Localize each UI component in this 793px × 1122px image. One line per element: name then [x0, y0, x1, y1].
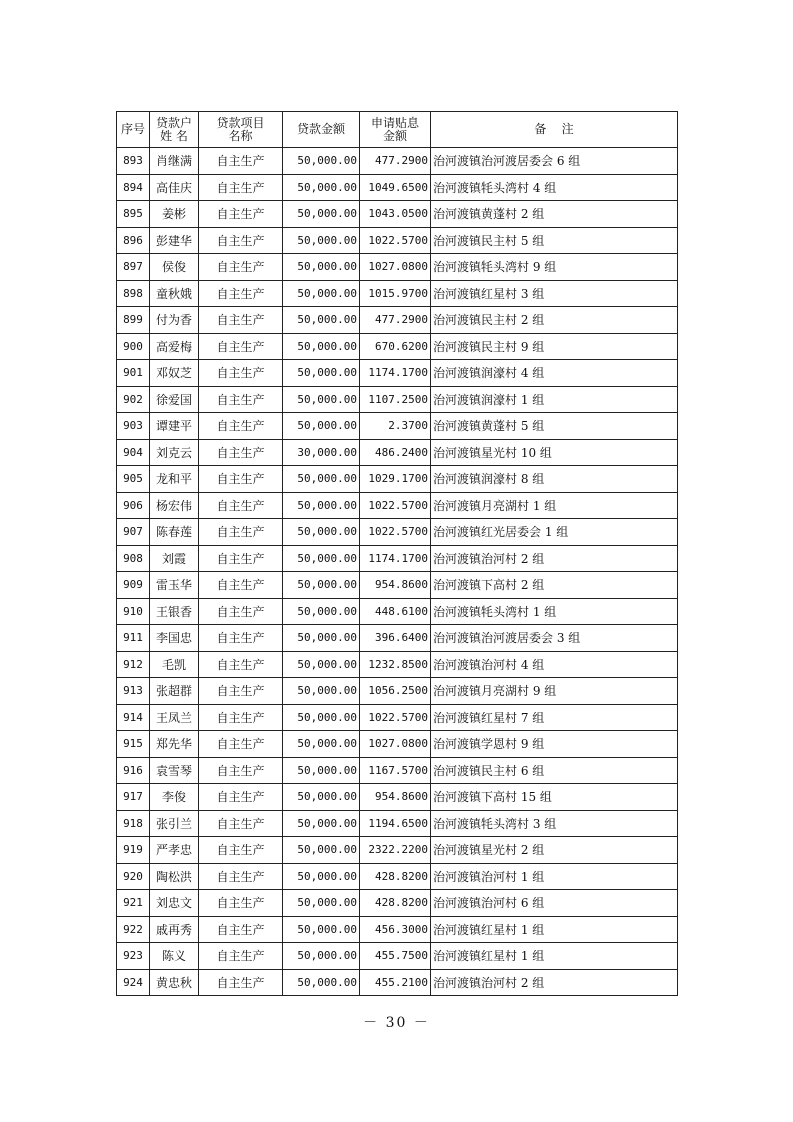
cell-note: 治河渡镇治河渡居委会 3 组	[431, 625, 678, 652]
table-row	[117, 784, 678, 811]
cell-project-name: 自主生产	[199, 360, 283, 387]
cell-borrower-name: 杨宏伟	[150, 492, 199, 519]
cell-loan-amount: 50,000.00	[283, 863, 360, 890]
cell-project-name: 自主生产	[199, 545, 283, 572]
cell-seq: 901	[117, 360, 150, 387]
cell-loan-amount: 50,000.00	[283, 492, 360, 519]
cell-note: 治河渡镇学恩村 9 组	[431, 731, 678, 758]
cell-note: 治河渡镇治河村 2 组	[431, 969, 678, 996]
cell-seq: 896	[117, 227, 150, 254]
cell-subsidy-amount: 486.2400	[360, 439, 431, 466]
cell-loan-amount: 50,000.00	[283, 201, 360, 228]
cell-seq: 906	[117, 492, 150, 519]
cell-subsidy-amount: 1107.2500	[360, 386, 431, 413]
cell-note: 治河渡镇红星村 1 组	[431, 943, 678, 970]
cell-loan-amount: 50,000.00	[283, 890, 360, 917]
cell-seq: 924	[117, 969, 150, 996]
cell-borrower-name: 谭建平	[150, 413, 199, 440]
cell-seq: 897	[117, 254, 150, 281]
cell-note: 治河渡镇下高村 15 组	[431, 784, 678, 811]
cell-borrower-name: 彭建华	[150, 227, 199, 254]
cell-loan-amount: 50,000.00	[283, 413, 360, 440]
cell-project-name: 自主生产	[199, 201, 283, 228]
table-row	[117, 943, 678, 970]
cell-project-name: 自主生产	[199, 413, 283, 440]
cell-seq: 899	[117, 307, 150, 334]
cell-borrower-name: 肖继满	[150, 148, 199, 175]
cell-note: 治河渡镇治河渡居委会 6 组	[431, 148, 678, 175]
cell-loan-amount: 50,000.00	[283, 545, 360, 572]
cell-subsidy-amount: 1049.6500	[360, 174, 431, 201]
cell-project-name: 自主生产	[199, 731, 283, 758]
cell-note: 治河渡镇润濠村 1 组	[431, 386, 678, 413]
cell-borrower-name: 戚再秀	[150, 916, 199, 943]
cell-subsidy-amount: 1029.1700	[360, 466, 431, 493]
cell-loan-amount: 50,000.00	[283, 837, 360, 864]
header-row	[117, 112, 678, 148]
cell-project-name: 自主生产	[199, 572, 283, 599]
cell-seq: 904	[117, 439, 150, 466]
cell-borrower-name: 陶松洪	[150, 863, 199, 890]
cell-borrower-name: 张超群	[150, 678, 199, 705]
cell-subsidy-amount: 1167.5700	[360, 757, 431, 784]
table-row	[117, 731, 678, 758]
cell-subsidy-amount: 1194.6500	[360, 810, 431, 837]
header-project-line1: 贷款项目	[216, 115, 265, 130]
cell-subsidy-amount: 455.7500	[360, 943, 431, 970]
cell-note: 治河渡镇月亮湖村 9 组	[431, 678, 678, 705]
cell-subsidy-amount: 477.2900	[360, 148, 431, 175]
cell-note: 治河渡镇黄蓬村 5 组	[431, 413, 678, 440]
cell-seq: 910	[117, 598, 150, 625]
cell-borrower-name: 刘忠文	[150, 890, 199, 917]
cell-loan-amount: 50,000.00	[283, 969, 360, 996]
cell-subsidy-amount: 1043.0500	[360, 201, 431, 228]
cell-note: 治河渡镇润濠村 4 组	[431, 360, 678, 387]
cell-note: 治河渡镇红星村 7 组	[431, 704, 678, 731]
cell-seq: 920	[117, 863, 150, 890]
header-borrower	[150, 112, 199, 148]
cell-project-name: 自主生产	[199, 254, 283, 281]
cell-seq: 915	[117, 731, 150, 758]
table-row	[117, 519, 678, 546]
cell-subsidy-amount: 428.8200	[360, 890, 431, 917]
cell-borrower-name: 邓奴芝	[150, 360, 199, 387]
cell-project-name: 自主生产	[199, 969, 283, 996]
header-note: 备 注	[431, 112, 678, 148]
cell-borrower-name: 王凤兰	[150, 704, 199, 731]
cell-loan-amount: 50,000.00	[283, 625, 360, 652]
cell-borrower-name: 陈春莲	[150, 519, 199, 546]
cell-loan-amount: 50,000.00	[283, 360, 360, 387]
cell-project-name: 自主生产	[199, 307, 283, 334]
table-row	[117, 307, 678, 334]
cell-subsidy-amount: 2.3700	[360, 413, 431, 440]
table-row	[117, 333, 678, 360]
cell-project-name: 自主生产	[199, 890, 283, 917]
cell-subsidy-amount: 1022.5700	[360, 492, 431, 519]
cell-note: 治河渡镇下高村 2 组	[431, 572, 678, 599]
cell-seq: 903	[117, 413, 150, 440]
header-amount: 贷款金额	[283, 112, 360, 148]
cell-loan-amount: 50,000.00	[283, 254, 360, 281]
page-number: － 30 －	[363, 1015, 430, 1031]
cell-seq: 911	[117, 625, 150, 652]
cell-project-name: 自主生产	[199, 148, 283, 175]
cell-note: 治河渡镇牦头湾村 3 组	[431, 810, 678, 837]
cell-seq: 908	[117, 545, 150, 572]
cell-seq: 902	[117, 386, 150, 413]
cell-seq: 893	[117, 148, 150, 175]
header-project-line2: 名称	[228, 128, 253, 143]
cell-note: 治河渡镇黄蓬村 2 组	[431, 201, 678, 228]
cell-loan-amount: 50,000.00	[283, 916, 360, 943]
cell-note: 治河渡镇红光居委会 1 组	[431, 519, 678, 546]
table-header	[117, 112, 678, 148]
cell-borrower-name: 雷玉华	[150, 572, 199, 599]
cell-seq: 922	[117, 916, 150, 943]
header-subsidy-line1: 申请贴息	[370, 115, 419, 130]
cell-subsidy-amount: 396.6400	[360, 625, 431, 652]
cell-project-name: 自主生产	[199, 333, 283, 360]
cell-note: 治河渡镇牦头湾村 9 组	[431, 254, 678, 281]
cell-loan-amount: 50,000.00	[283, 466, 360, 493]
table-row	[117, 360, 678, 387]
cell-project-name: 自主生产	[199, 519, 283, 546]
header-seq: 序号	[117, 112, 150, 148]
cell-loan-amount: 50,000.00	[283, 731, 360, 758]
cell-subsidy-amount: 428.8200	[360, 863, 431, 890]
cell-seq: 907	[117, 519, 150, 546]
cell-loan-amount: 50,000.00	[283, 333, 360, 360]
cell-subsidy-amount: 670.6200	[360, 333, 431, 360]
table-row	[117, 227, 678, 254]
cell-note: 治河渡镇治河村 4 组	[431, 651, 678, 678]
table-row	[117, 201, 678, 228]
cell-note: 治河渡镇治河村 1 组	[431, 863, 678, 890]
cell-loan-amount: 50,000.00	[283, 572, 360, 599]
table-row	[117, 863, 678, 890]
cell-project-name: 自主生产	[199, 466, 283, 493]
cell-subsidy-amount: 954.8600	[360, 784, 431, 811]
cell-project-name: 自主生产	[199, 439, 283, 466]
cell-seq: 917	[117, 784, 150, 811]
cell-note: 治河渡镇民主村 9 组	[431, 333, 678, 360]
cell-note: 治河渡镇民主村 6 组	[431, 757, 678, 784]
cell-borrower-name: 龙和平	[150, 466, 199, 493]
cell-seq: 913	[117, 678, 150, 705]
table-row	[117, 757, 678, 784]
cell-loan-amount: 50,000.00	[283, 704, 360, 731]
cell-borrower-name: 张引兰	[150, 810, 199, 837]
table-row	[117, 810, 678, 837]
table-row	[117, 625, 678, 652]
table-row	[117, 598, 678, 625]
cell-loan-amount: 50,000.00	[283, 757, 360, 784]
cell-project-name: 自主生产	[199, 227, 283, 254]
cell-borrower-name: 徐爱国	[150, 386, 199, 413]
table-row	[117, 254, 678, 281]
cell-note: 治河渡镇治河村 6 组	[431, 890, 678, 917]
cell-subsidy-amount: 2322.2200	[360, 837, 431, 864]
cell-project-name: 自主生产	[199, 492, 283, 519]
cell-subsidy-amount: 1174.1700	[360, 360, 431, 387]
cell-note: 治河渡镇民主村 2 组	[431, 307, 678, 334]
cell-borrower-name: 郑先华	[150, 731, 199, 758]
cell-note: 治河渡镇润濠村 8 组	[431, 466, 678, 493]
table-row	[117, 572, 678, 599]
cell-subsidy-amount: 1174.1700	[360, 545, 431, 572]
cell-loan-amount: 50,000.00	[283, 519, 360, 546]
loan-subsidy-table-container	[116, 111, 677, 996]
cell-borrower-name: 高爱梅	[150, 333, 199, 360]
cell-seq: 898	[117, 280, 150, 307]
table-row	[117, 678, 678, 705]
cell-subsidy-amount: 456.3000	[360, 916, 431, 943]
cell-loan-amount: 50,000.00	[283, 148, 360, 175]
cell-subsidy-amount: 1027.0800	[360, 731, 431, 758]
cell-loan-amount: 50,000.00	[283, 784, 360, 811]
cell-subsidy-amount: 1232.8500	[360, 651, 431, 678]
cell-borrower-name: 付为香	[150, 307, 199, 334]
cell-seq: 894	[117, 174, 150, 201]
cell-project-name: 自主生产	[199, 678, 283, 705]
table-row	[117, 174, 678, 201]
cell-seq: 921	[117, 890, 150, 917]
cell-borrower-name: 黄忠秋	[150, 969, 199, 996]
cell-loan-amount: 50,000.00	[283, 386, 360, 413]
cell-loan-amount: 50,000.00	[283, 810, 360, 837]
cell-loan-amount: 50,000.00	[283, 174, 360, 201]
cell-loan-amount: 50,000.00	[283, 280, 360, 307]
cell-loan-amount: 50,000.00	[283, 227, 360, 254]
cell-seq: 923	[117, 943, 150, 970]
cell-loan-amount: 50,000.00	[283, 678, 360, 705]
cell-borrower-name: 李国忠	[150, 625, 199, 652]
cell-borrower-name: 高佳庆	[150, 174, 199, 201]
cell-seq: 914	[117, 704, 150, 731]
cell-project-name: 自主生产	[199, 757, 283, 784]
table-row	[117, 651, 678, 678]
cell-project-name: 自主生产	[199, 704, 283, 731]
cell-seq: 895	[117, 201, 150, 228]
cell-loan-amount: 50,000.00	[283, 651, 360, 678]
cell-loan-amount: 30,000.00	[283, 439, 360, 466]
cell-borrower-name: 侯俊	[150, 254, 199, 281]
cell-note: 治河渡镇牦头湾村 1 组	[431, 598, 678, 625]
table-row	[117, 545, 678, 572]
cell-project-name: 自主生产	[199, 598, 283, 625]
cell-seq: 916	[117, 757, 150, 784]
cell-borrower-name: 严孝忠	[150, 837, 199, 864]
cell-borrower-name: 姜彬	[150, 201, 199, 228]
cell-subsidy-amount: 1022.5700	[360, 519, 431, 546]
cell-borrower-name: 童秋娥	[150, 280, 199, 307]
cell-seq: 909	[117, 572, 150, 599]
cell-borrower-name: 毛凯	[150, 651, 199, 678]
cell-subsidy-amount: 1022.5700	[360, 704, 431, 731]
cell-subsidy-amount: 1022.5700	[360, 227, 431, 254]
cell-project-name: 自主生产	[199, 810, 283, 837]
cell-project-name: 自主生产	[199, 280, 283, 307]
cell-project-name: 自主生产	[199, 837, 283, 864]
table-row	[117, 916, 678, 943]
cell-loan-amount: 50,000.00	[283, 598, 360, 625]
cell-subsidy-amount: 448.6100	[360, 598, 431, 625]
cell-note: 治河渡镇红星村 3 组	[431, 280, 678, 307]
cell-project-name: 自主生产	[199, 784, 283, 811]
table-row	[117, 837, 678, 864]
cell-borrower-name: 王银香	[150, 598, 199, 625]
cell-seq: 900	[117, 333, 150, 360]
cell-note: 治河渡镇星光村 10 组	[431, 439, 678, 466]
cell-subsidy-amount: 954.8600	[360, 572, 431, 599]
cell-note: 治河渡镇星光村 2 组	[431, 837, 678, 864]
cell-subsidy-amount: 1027.0800	[360, 254, 431, 281]
cell-project-name: 自主生产	[199, 943, 283, 970]
table-row	[117, 466, 678, 493]
cell-note: 治河渡镇民主村 5 组	[431, 227, 678, 254]
table-row	[117, 890, 678, 917]
table-row	[117, 439, 678, 466]
cell-project-name: 自主生产	[199, 386, 283, 413]
cell-borrower-name: 陈义	[150, 943, 199, 970]
cell-note: 治河渡镇月亮湖村 1 组	[431, 492, 678, 519]
loan-subsidy-table	[116, 111, 678, 996]
cell-subsidy-amount: 477.2900	[360, 307, 431, 334]
header-borrower-line2: 姓 名	[160, 128, 188, 143]
cell-seq: 918	[117, 810, 150, 837]
cell-subsidy-amount: 455.2100	[360, 969, 431, 996]
table-row	[117, 148, 678, 175]
table-row	[117, 386, 678, 413]
cell-seq: 919	[117, 837, 150, 864]
cell-project-name: 自主生产	[199, 625, 283, 652]
table-row	[117, 280, 678, 307]
header-project	[199, 112, 283, 148]
cell-project-name: 自主生产	[199, 916, 283, 943]
cell-project-name: 自主生产	[199, 651, 283, 678]
header-subsidy-line2: 金额	[382, 128, 407, 143]
cell-note: 治河渡镇红星村 1 组	[431, 916, 678, 943]
table-row	[117, 704, 678, 731]
cell-project-name: 自主生产	[199, 863, 283, 890]
table-row	[117, 413, 678, 440]
cell-note: 治河渡镇牦头湾村 4 组	[431, 174, 678, 201]
cell-borrower-name: 刘霞	[150, 545, 199, 572]
table-row	[117, 969, 678, 996]
cell-seq: 905	[117, 466, 150, 493]
header-borrower-line1: 贷款户	[155, 115, 192, 130]
cell-subsidy-amount: 1015.9700	[360, 280, 431, 307]
cell-borrower-name: 刘克云	[150, 439, 199, 466]
cell-project-name: 自主生产	[199, 174, 283, 201]
cell-borrower-name: 李俊	[150, 784, 199, 811]
cell-note: 治河渡镇治河村 2 组	[431, 545, 678, 572]
table-row	[117, 492, 678, 519]
cell-loan-amount: 50,000.00	[283, 307, 360, 334]
table-body	[117, 148, 678, 996]
cell-subsidy-amount: 1056.2500	[360, 678, 431, 705]
cell-seq: 912	[117, 651, 150, 678]
header-subsidy	[360, 112, 431, 148]
cell-loan-amount: 50,000.00	[283, 943, 360, 970]
cell-borrower-name: 袁雪琴	[150, 757, 199, 784]
